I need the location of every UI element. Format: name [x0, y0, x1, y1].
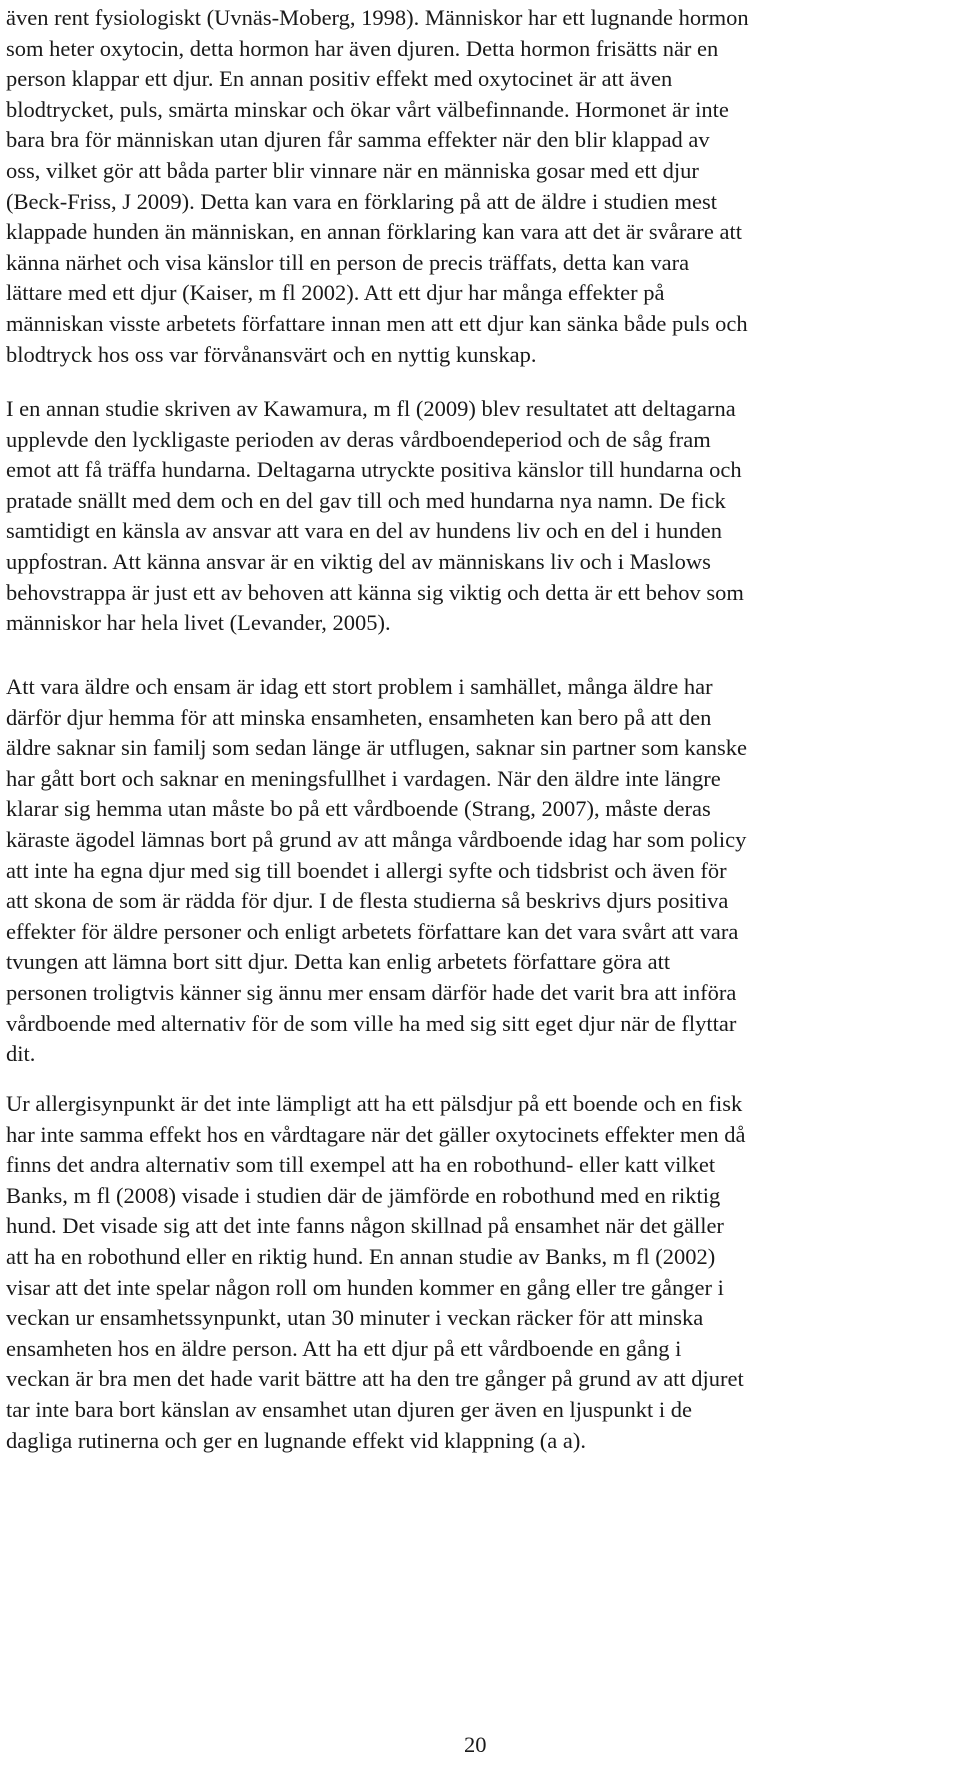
text-line: att skona de som är rädda för djur. I de flesta studierna så beskrivs djurs positiva [6, 888, 729, 914]
paragraph-4 [6, 1089, 946, 1456]
text-line: blodtrycket, puls, smärta minskar och ökar vårt välbefinnande. Hormonet är inte [6, 96, 729, 122]
text-line: människor har hela livet (Levander, 2005). [6, 610, 391, 636]
paragraph-1 [6, 3, 946, 370]
document-page [6, 0, 946, 1772]
text-line: emot att få träffa hundarna. Deltagarna utryckte positiva känslor till hundarna och [6, 457, 742, 483]
text-line: käraste ägodel lämnas bort på grund av att många vårdboende idag har som policy [6, 826, 747, 852]
text-line: oss, vilket gör att båda parter blir vinnare när en människa gosar med ett djur [6, 157, 699, 183]
text-line: (Beck-Friss, J 2009). Detta kan vara en förklaring på att de äldre i studien mest [6, 188, 718, 214]
text-line: äldre saknar sin familj som sedan länge är utflugen, saknar sin partner som kanske [6, 735, 748, 761]
text-line: därför djur hemma för att minska ensamheten, ensamheten kan bero på att den [6, 704, 712, 730]
text-line: lättare med ett djur (Kaiser, m fl 2002). Att ett djur har många effekter på [6, 280, 665, 306]
text-line: att ha en robothund eller en riktig hund. En annan studie av Banks, m fl (2002) [6, 1243, 716, 1269]
text-line: har gått bort och saknar en meningsfullhet i vardagen. När den äldre inte längre [6, 765, 721, 791]
text-line: ensamheten hos en äldre person. Att ha ett djur på ett vårdboende en gång i [6, 1335, 682, 1361]
text-line: veckan ur ensamhetssynpunkt, utan 30 minuter i veckan räcker för att minska [6, 1305, 704, 1331]
text-line: människan visste arbetets författare innan men att ett djur kan sänka både puls och [6, 310, 748, 336]
text-line: pratade snällt med dem och en del gav till och med hundarna nya namn. De fick [6, 487, 726, 513]
text-line: tvungen att lämna bort sitt djur. Detta kan enlig arbetets författare göra att [6, 949, 671, 975]
text-line: dagliga rutinerna och ger en lugnande effekt vid klappning (a a). [6, 1427, 586, 1453]
text-line: I en annan studie skriven av Kawamura, m fl (2009) blev resultatet att deltagarna [6, 396, 736, 421]
text-line: veckan är bra men det hade varit bättre att ha den tre gånger på grund av att djuret [6, 1366, 744, 1392]
text-line: även rent fysiologiskt (Uvnäs-Moberg, 1998). Människor har ett lugnande hormon [6, 5, 749, 30]
text-line: vårdboende med alternativ för de som ville ha med sig sitt eget djur när de flyttar [6, 1010, 737, 1036]
text-line: Banks, m fl (2008) visade i studien där de jämförde en robothund med en riktig [6, 1182, 721, 1208]
text-line: tar inte bara bort känslan av ensamhet utan djuren ger även en ljuspunkt i de [6, 1396, 693, 1422]
text-line: visar att det inte spelar någon roll om hunden kommer en gång eller tre gånger i [6, 1274, 724, 1300]
text-line: hund. Det visade sig att det inte fanns någon skillnad på ensamhet när det gäller [6, 1213, 724, 1239]
text-line: personen troligtvis känner sig ännu mer ensam därför hade det varit bra att införa [6, 979, 737, 1005]
text-line: uppfostran. Att känna ansvar är en viktig del av människans liv och i Maslows [6, 548, 711, 574]
text-line: dit. [6, 1041, 36, 1067]
text-line: har inte samma effekt hos en vårdtagare när det gäller oxytocinets effekter men då [6, 1121, 746, 1147]
text-line: person klappar ett djur. En annan positiv effekt med oxytocinet är att även [6, 66, 673, 92]
text-line: effekter för äldre personer och enligt arbetets författare kan det vara svårt att vara [6, 918, 739, 944]
page-number: 20 [464, 1732, 487, 1757]
text-line: upplevde den lyckligaste perioden av deras vårdboendeperiod och de såg fram [6, 426, 711, 452]
paragraph-2 [6, 394, 946, 639]
text-line: finns det andra alternativ som till exempel att ha en robothund- eller katt vilket [6, 1152, 716, 1178]
text-line: klappade hunden än människan, en annan förklaring kan vara att det är svårare att [6, 219, 742, 245]
text-line: samtidigt en känsla av ansvar att vara en del av hundens liv och en del i hunden [6, 518, 723, 544]
text-line: som heter oxytocin, detta hormon har även djuren. Detta hormon frisätts när en [6, 35, 719, 61]
paragraph-3 [6, 672, 946, 1070]
text-line: att inte ha egna djur med sig till boendet i allergi syfte och tidsbrist och även för [6, 857, 727, 883]
text-line: bara bra för människan utan djuren får samma effekter när den blir klappad av [6, 127, 710, 153]
text-line: blodtryck hos oss var förvånansvärt och en nyttig kunskap. [6, 341, 537, 367]
text-line: Ur allergisynpunkt är det inte lämpligt att ha ett pälsdjur på ett boende och en fisk [6, 1091, 743, 1116]
text-line: behovstrappa är just ett av behoven att känna sig viktig och detta är ett behov som [6, 579, 744, 605]
text-line: klarar sig hemma utan måste bo på ett vårdboende (Strang, 2007), måste deras [6, 796, 711, 822]
text-line: känna närhet och visa känslor till en person de precis träffats, detta kan vara [6, 249, 690, 275]
text-line: Att vara äldre och ensam är idag ett stort problem i samhället, många äldre har [6, 674, 713, 699]
